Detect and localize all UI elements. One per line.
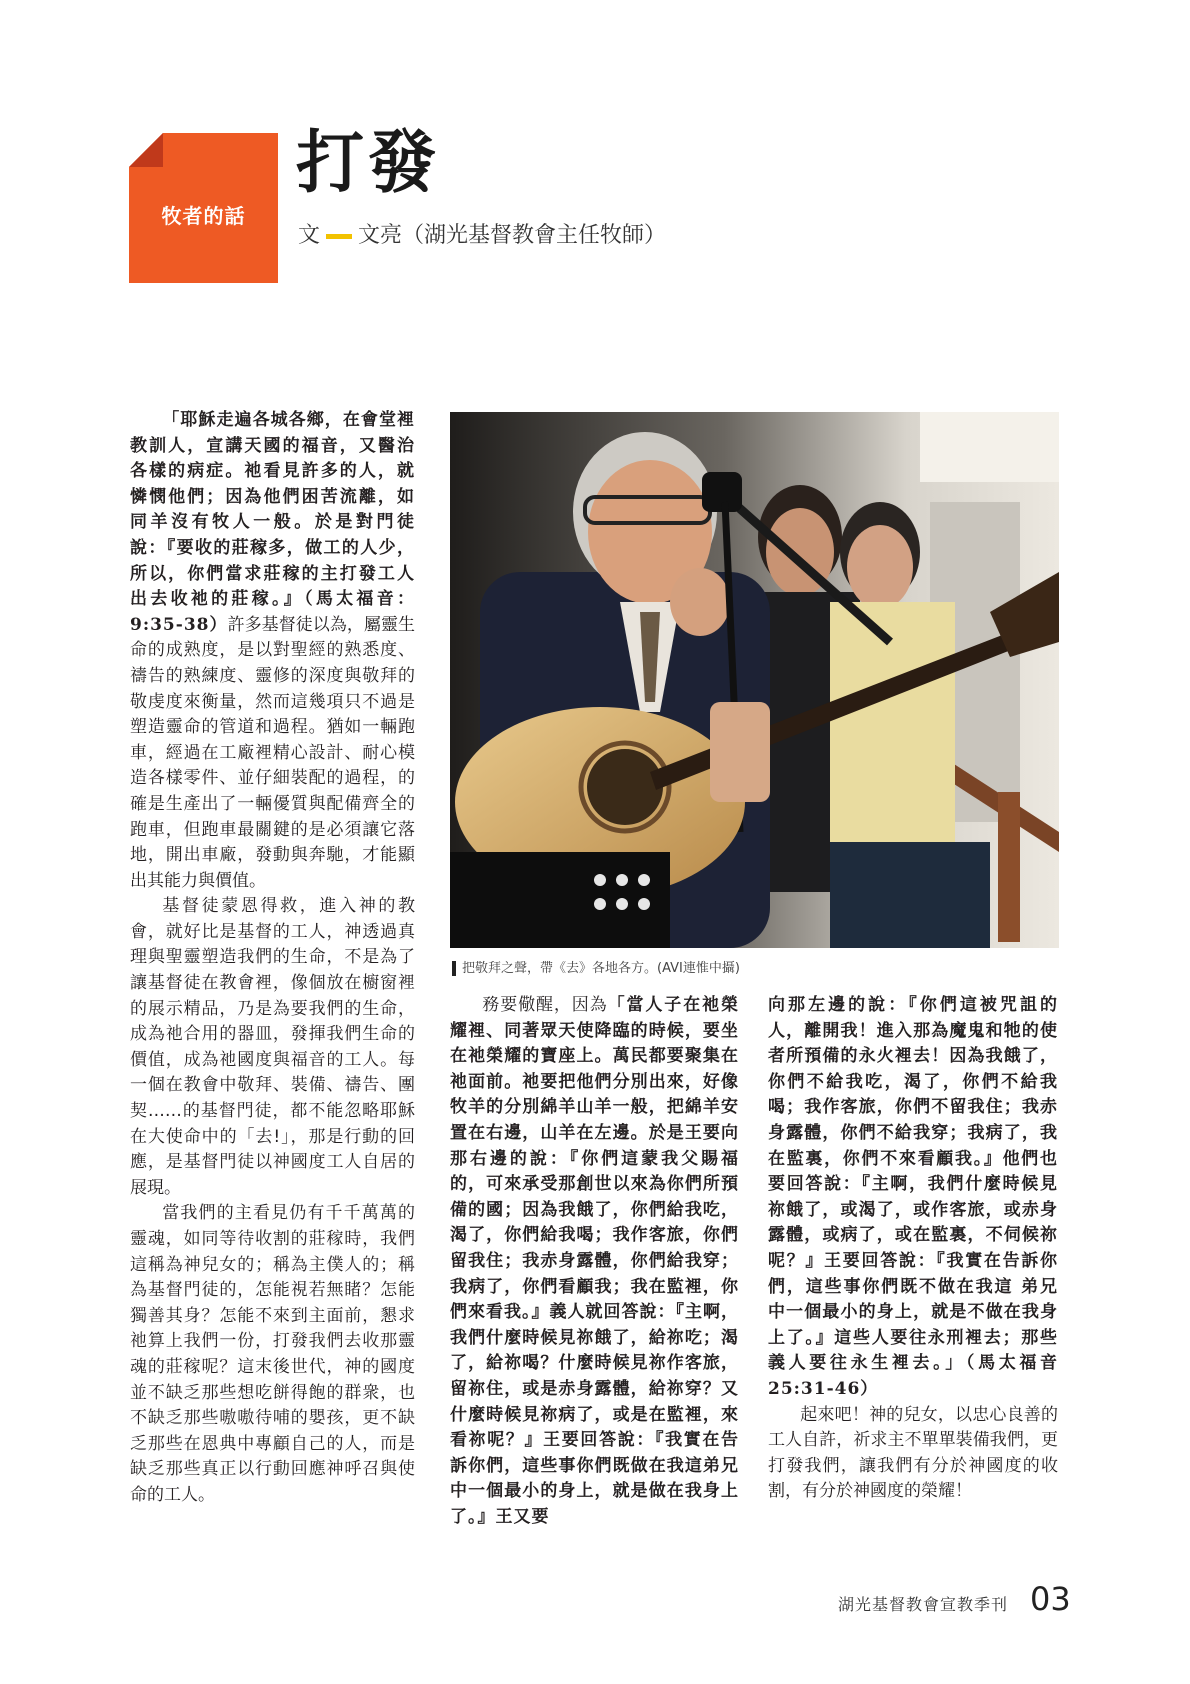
paragraph-1 <box>130 408 415 894</box>
scripture-quote: 「當人子在祂榮耀裡、同著眾天使降臨的時候，要坐在祂榮耀的寶座上。萬民都要聚集在祂面前。祂要把他們分別出來，好像牧羊的分別綿羊山羊一般，把綿羊安置在右邊，山羊在左邊。於是王要向那右邊的說：『你們這蒙我父賜福的，可來承受那創世以來為你們所預備的國；因為我餓了，你們給我吃，渴了，你們給我喝；我作客旅，你們留我住；我赤身露體，你們給我穿；我病了，你們看顧我；我在監裡，你們來看我。』義人就回答說：『主啊，我們什麼時候見祢餓了，給祢吃；渴了，給祢喝？什麼時候見祢作客旅，留祢住，或是赤身露體，給祢穿？又什麼時候見祢病了，或是在監裡，來看祢呢？』王要回答說：『我實在告訴你們，這些事你們既做在我這弟兄中一個最小的身上，就是做在我身上了。』王又要 <box>450 995 740 1527</box>
page-number: 03 <box>1030 1580 1071 1618</box>
article-column-1 <box>130 408 415 1548</box>
scripture-quote: 向那左邊的說：『你們這被咒詛的人，離開我！進入那為魔鬼和牠的使者所預備的永火裡去！因為我餓了，你們不給我吃，渴了，你們不給我喝；我作客旅，你們不留我住；我赤身露體，你們不給我穿；我病了，我在監裏，你們不來看顧我。』他們也要回答說：『主啊，我們什麼時候見祢餓了，或渴了，或作客旅，或赤身露體，或病了，或在監裏，不伺候祢呢？』王要回答說：『我實在告訴你們，這些事你們既不做在我這 弟兄中一個最小的身上，就是不做在我身上了。』這些人要往永刑裡去；那些義人要往永生裡去。」（馬太福音25:31-46） <box>768 995 1058 1399</box>
caption-bar <box>452 961 456 976</box>
article-byline <box>298 218 666 249</box>
photo-caption <box>452 957 740 976</box>
article-title: 打發 <box>296 124 441 203</box>
publication-name: 湖光基督教會宣教季刊 <box>838 1595 1009 1614</box>
paragraph-2: 基督徒蒙恩得救，進入神的教會，就好比是基督的工人，神透過真理與聖靈塑造我們的生命，不是為了讓基督徒在教會裡，像個放在櫥窗裡的展示精品，乃是為要我們的生命，成為祂合用的器皿，發揮我們生命的價值，成為祂國度與福音的工人。每一個在教會中敬拜、裝備、禱告、團契……的基督門徒，都不能忽略耶穌在大使命中的「去!」，那是行動的回應，是基督門徒以神國度工人自居的展現。 <box>130 896 415 1198</box>
paragraph-3: 當我們的主看見仍有千千萬萬的靈魂，如同等待收割的莊稼時，我們這稱為神兒女的；稱為主僕人的；稱為基督門徒的，怎能視若無睹？怎能獨善其身？怎能不來到主面前，懇求祂算上我們一份，打發我們去收那靈魂的莊稼呢？這末後世代，神的國度並不缺乏那些想吃餅得飽的群衆，也不缺乏那些嗷嗷待哺的嬰孩，更不缺乏那些在恩典中專顧自己的人，而是缺乏那些真正以行動回應神呼召與使命的工人。 <box>130 1203 415 1505</box>
byline-prefix: 文 <box>298 223 321 248</box>
byline-author: 文亮（湖光基督教會主任牧師） <box>358 223 667 248</box>
byline-dash <box>326 234 352 239</box>
worship-photo <box>450 412 1059 948</box>
section-tag-label: 牧者的話 <box>161 204 246 228</box>
scripture-quote: 「耶穌走遍各城各鄉，在會堂裡教訓人，宣講天國的福音，又醫治各樣的病症。祂看見許多的人，就憐憫他們；因為他們困苦流離，如同羊沒有牧人一般。於是對門徒說：『要收的莊稼多，做工的人少，所以，你們當求莊稼的主打發工人出去收祂的莊稼。』（馬太福音：9:35-38） <box>130 410 415 635</box>
article-column-2 <box>450 993 739 1553</box>
paragraph-5 <box>768 993 1058 1403</box>
paragraph-4 <box>450 993 739 1530</box>
paragraph-6: 起來吧！神的兒女，以忠心良善的工人自許，祈求主不單單裝備我們，更打發我們，讓我們有分於神國度的收割，有分於神國度的榮耀！ <box>768 1404 1058 1502</box>
caption-text: 把敬拜之聲，帶《去》各地各方。(AVI連惟中攝) <box>462 961 740 976</box>
article-column-3 <box>768 993 1058 1553</box>
paragraph-text: 務要儆醒，因為 <box>482 995 608 1015</box>
paragraph-text: 許多基督徒以為，屬靈生命的成熟度，是以對聖經的熟悉度、禱告的熟練度、靈修的深度與敬拜的敬虔度來衡量，然而這幾項只不過是塑造靈命的管道和過程。猶如一輛跑車，經過在工廠裡精心設計、耐心模造各樣零件、並仔細裝配的過程，的確是生產出了一輛優質與配備齊全的跑車，但跑車最關鍵的是必須讓它落地，開出車廠，發動與奔馳，才能顯出其能力與價值。 <box>130 614 415 891</box>
tag-corner-shadow <box>129 133 163 167</box>
